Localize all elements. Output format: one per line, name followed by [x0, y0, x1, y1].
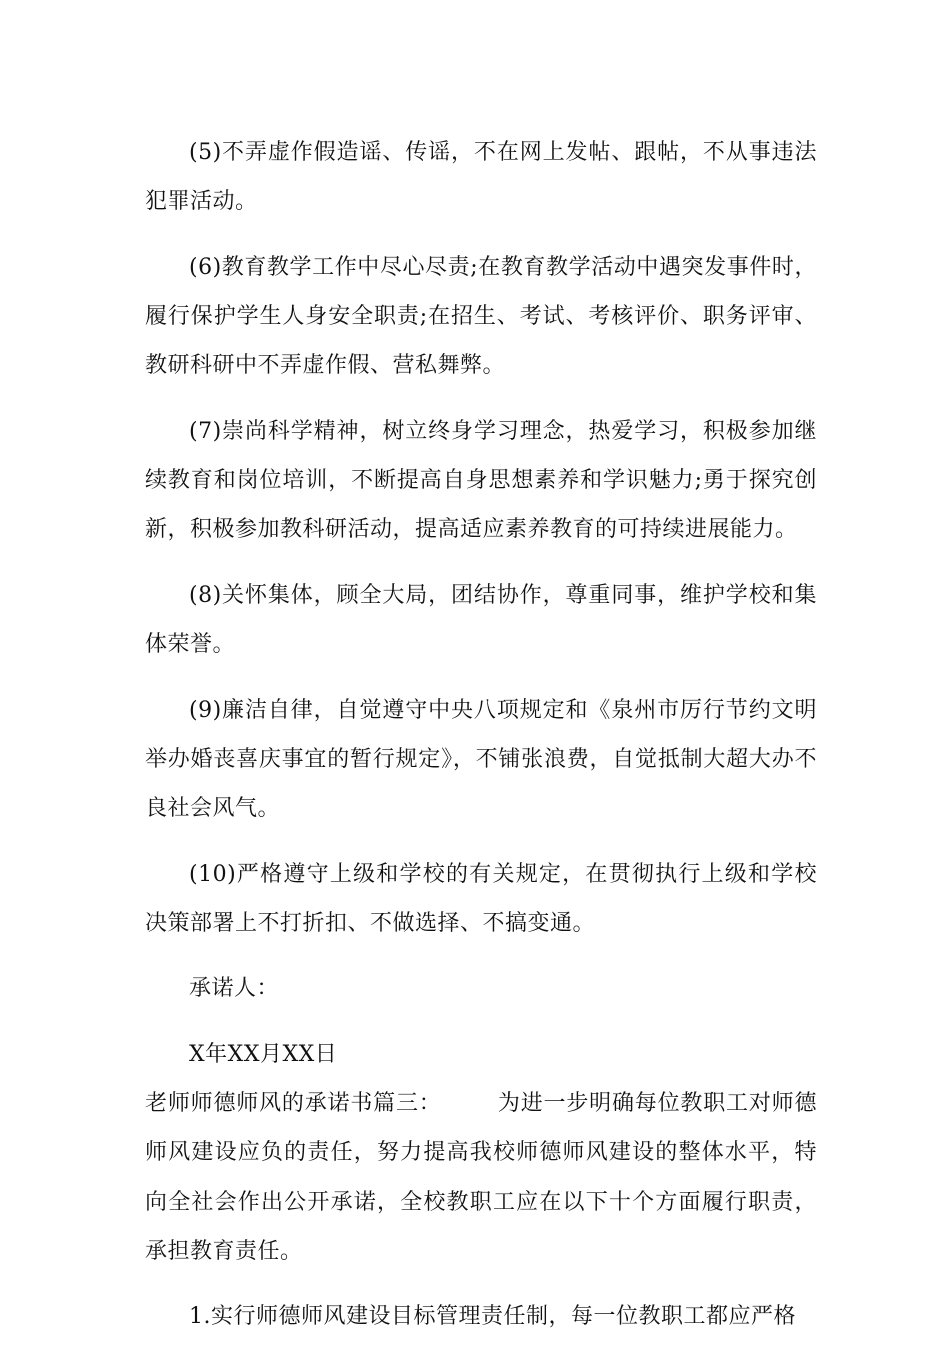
document-body	[145, 128, 817, 1358]
commitment-item-8: (8)关怀集体，顾全大局，团结协作，尊重同事，维护学校和集体荣誉。	[145, 582, 817, 657]
commitment-item-9: (9)廉洁自律，自觉遵守中央八项规定和《泉州市厉行节约文明举办婚丧喜庆事宜的暂行规定》，不铺张浪费，自觉抵制大超大办不良社会风气。	[145, 697, 817, 821]
commitment-item-5: (5)不弄虚作假造谣、传谣，不在网上发帖、跟帖，不从事违法犯罪活动。	[145, 140, 817, 215]
commitment-item-10: (10)严格遵守上级和学校的有关规定，在贯彻执行上级和学校决策部署上不打折扣、不做选择、不搞变通。	[145, 861, 817, 936]
section-three	[145, 1079, 817, 1276]
commitment-item-7: (7)崇尚科学精神，树立终身学习理念，热爱学习，积极参加继续教育和岗位培训，不断提高自身思想素养和学识魅力;勇于探究创新，积极参加教科研活动，提高适应素养教育的可持续进展能力。	[145, 418, 817, 543]
section-intro: 为进一步明确每位教职工对师德师风建设应负的责任，努力提高我校师德师风建设的整体水平，特向全社会作出公开承诺，全校教职工应在以下十个方面履行职责，承担教育责任。	[145, 1091, 817, 1264]
section-item-1: 1.实行师德师风建设目标管理责任制，每一位教职工都应严格	[189, 1304, 796, 1330]
signature-date: X年XX月XX日	[189, 1041, 338, 1067]
section-title: 老师师德师风的承诺书篇三：	[145, 1091, 442, 1117]
commitment-item-6: (6)教育教学工作中尽心尽责;在教育教学活动中遇突发事件时，履行保护学生人身安全职责;在招生、考试、考核评价、职务评审、教研科研中不弄虚作假、营私舞弊。	[145, 254, 817, 379]
signature-label: 承诺人：	[189, 976, 280, 1002]
